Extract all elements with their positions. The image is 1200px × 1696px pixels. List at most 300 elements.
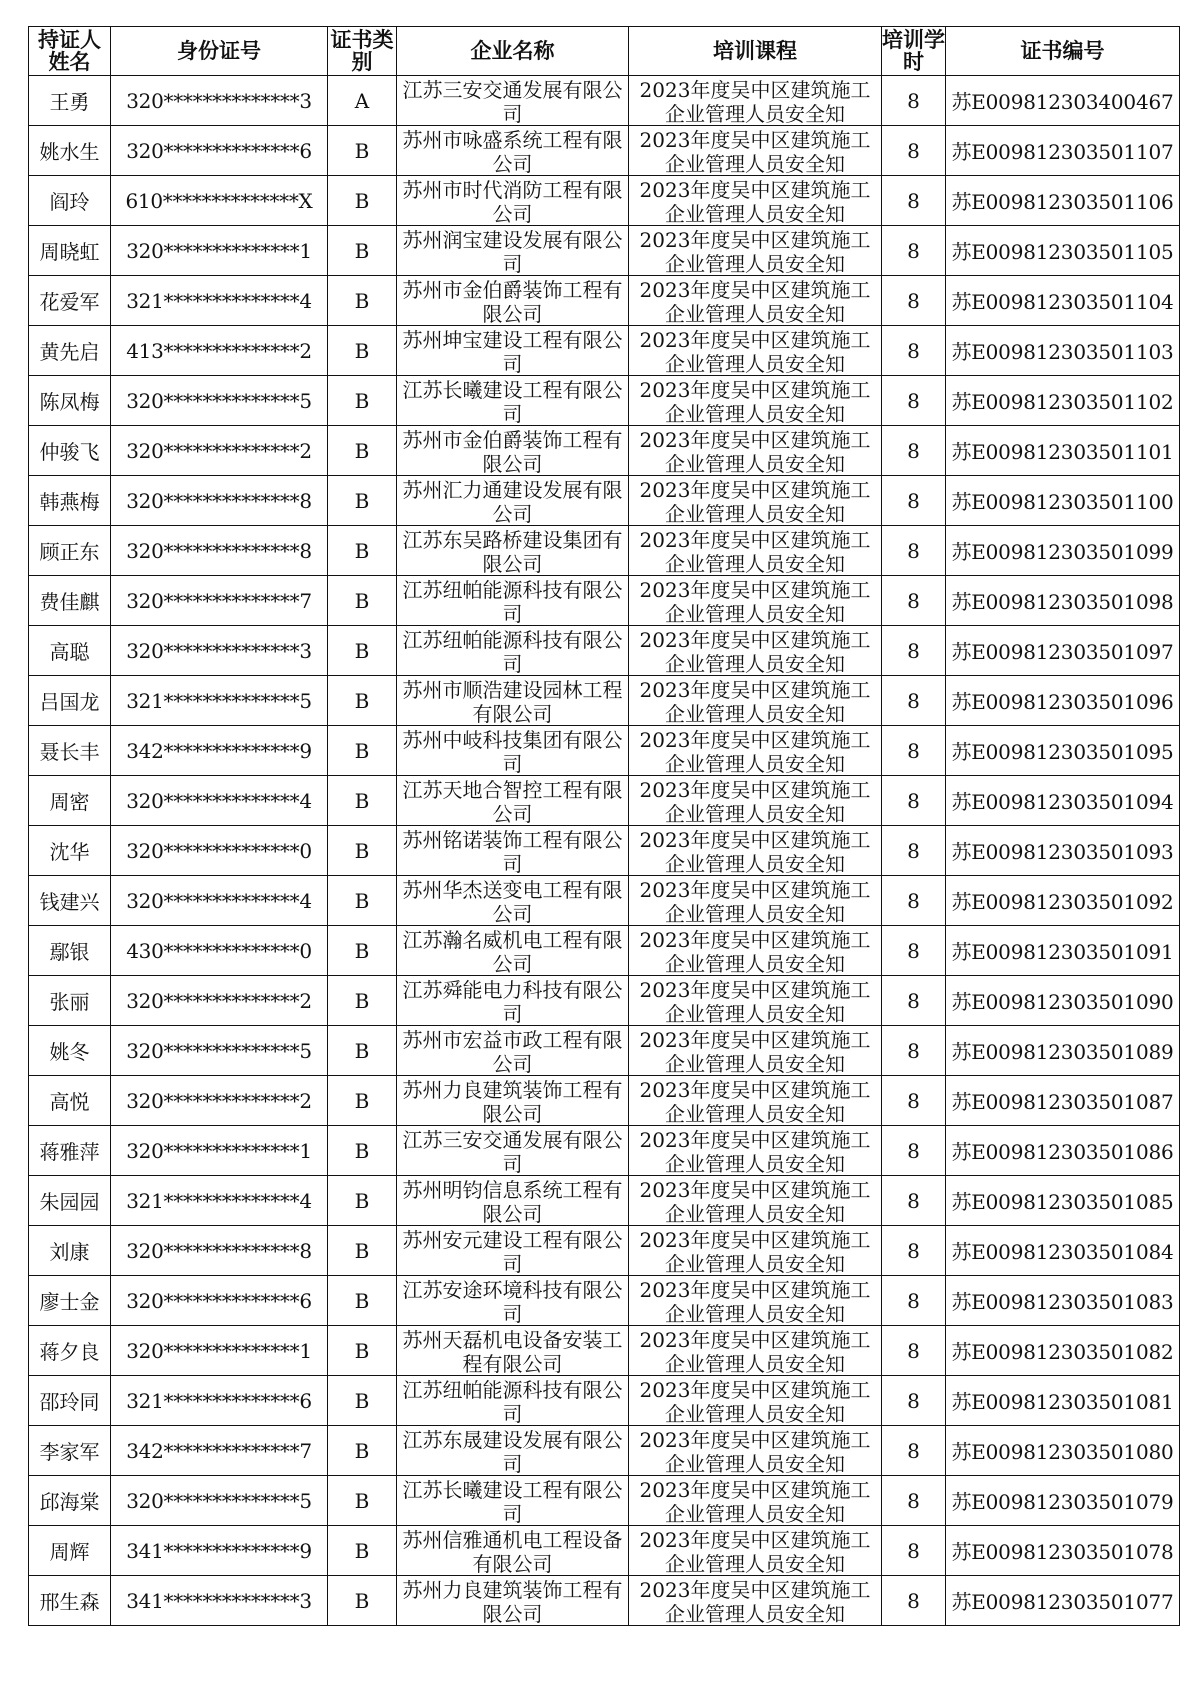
holder-name-cell: 鄢银 xyxy=(29,926,111,976)
id-number-cell: 320**************1 xyxy=(111,1126,328,1176)
table-row xyxy=(29,576,1180,626)
company-cell-text: 苏州力良建筑装饰工程有限公司 xyxy=(402,1577,623,1624)
company-cell xyxy=(397,526,629,576)
holder-name-cell: 周密 xyxy=(29,776,111,826)
company-cell xyxy=(397,1176,629,1226)
header-hours: 培训学时 xyxy=(882,28,945,74)
course-cell xyxy=(629,126,882,176)
course-cell xyxy=(629,76,882,126)
company-cell xyxy=(397,376,629,426)
course-cell xyxy=(629,676,882,726)
cert-category-cell: B xyxy=(328,276,397,326)
course-cell xyxy=(629,376,882,426)
id-number-cell: 341**************3 xyxy=(111,1576,328,1626)
cert-no-cell: 苏E009812303501105 xyxy=(946,226,1180,276)
cert-no-cell: 苏E009812303501094 xyxy=(946,776,1180,826)
hours-cell: 8 xyxy=(882,1576,946,1626)
hours-cell: 8 xyxy=(882,76,946,126)
id-number-cell: 610**************X xyxy=(111,176,328,226)
holder-name-cell: 聂长丰 xyxy=(29,726,111,776)
id-number-cell: 320**************4 xyxy=(111,876,328,926)
course-cell-text: 2023年度吴中区建筑施工企业管理人员安全知 xyxy=(639,927,871,974)
hours-cell: 8 xyxy=(882,476,946,526)
company-cell xyxy=(397,576,629,626)
cert-category-cell: B xyxy=(328,1376,397,1426)
hours-cell: 8 xyxy=(882,1376,946,1426)
cert-no-cell: 苏E009812303501084 xyxy=(946,1226,1180,1276)
id-number-cell: 320**************0 xyxy=(111,826,328,876)
company-cell-text: 苏州市金伯爵装饰工程有限公司 xyxy=(402,277,623,324)
cert-category-cell: B xyxy=(328,1576,397,1626)
table-row xyxy=(29,926,1180,976)
course-cell xyxy=(629,926,882,976)
course-cell-text: 2023年度吴中区建筑施工企业管理人员安全知 xyxy=(639,1027,871,1074)
table-row xyxy=(29,1026,1180,1076)
id-number-cell: 320**************4 xyxy=(111,776,328,826)
hours-cell: 8 xyxy=(882,1126,946,1176)
course-cell-text: 2023年度吴中区建筑施工企业管理人员安全知 xyxy=(639,227,871,274)
table-row xyxy=(29,326,1180,376)
cert-no-cell: 苏E009812303501091 xyxy=(946,926,1180,976)
cert-no-cell: 苏E009812303501101 xyxy=(946,426,1180,476)
hours-cell: 8 xyxy=(882,1026,946,1076)
cert-category-cell: B xyxy=(328,926,397,976)
hours-cell: 8 xyxy=(882,326,946,376)
cert-category-cell: B xyxy=(328,226,397,276)
course-cell xyxy=(629,1076,882,1126)
header-cert-category: 证书类别 xyxy=(328,27,397,76)
company-cell-text: 江苏天地合智控工程有限公司 xyxy=(402,777,623,824)
id-number-cell: 321**************4 xyxy=(111,1176,328,1226)
course-cell-text: 2023年度吴中区建筑施工企业管理人员安全知 xyxy=(639,627,871,674)
table-row xyxy=(29,776,1180,826)
company-cell xyxy=(397,1576,629,1626)
holder-name-cell: 朱园园 xyxy=(29,1176,111,1226)
company-cell-text: 江苏纽帕能源科技有限公司 xyxy=(402,1377,623,1424)
hours-cell: 8 xyxy=(882,1176,946,1226)
hours-cell: 8 xyxy=(882,126,946,176)
id-number-cell: 320**************1 xyxy=(111,1326,328,1376)
course-cell xyxy=(629,1026,882,1076)
holder-name-cell: 费佳麒 xyxy=(29,576,111,626)
id-number-cell: 413**************2 xyxy=(111,326,328,376)
course-cell-text: 2023年度吴中区建筑施工企业管理人员安全知 xyxy=(639,577,871,624)
company-cell-text: 江苏东晟建设发展有限公司 xyxy=(402,1427,623,1474)
course-cell-text: 2023年度吴中区建筑施工企业管理人员安全知 xyxy=(639,427,871,474)
cert-category-cell: B xyxy=(328,1476,397,1526)
holder-name-cell: 姚冬 xyxy=(29,1026,111,1076)
id-number-cell: 320**************8 xyxy=(111,476,328,526)
company-cell xyxy=(397,1426,629,1476)
table-row xyxy=(29,526,1180,576)
course-cell-text: 2023年度吴中区建筑施工企业管理人员安全知 xyxy=(639,1077,871,1124)
course-cell xyxy=(629,1126,882,1176)
company-cell xyxy=(397,876,629,926)
hours-cell: 8 xyxy=(882,276,946,326)
hours-cell: 8 xyxy=(882,426,946,476)
id-number-cell: 430**************0 xyxy=(111,926,328,976)
course-cell-text: 2023年度吴中区建筑施工企业管理人员安全知 xyxy=(639,677,871,724)
holder-name-cell: 吕国龙 xyxy=(29,676,111,726)
company-cell xyxy=(397,1126,629,1176)
course-cell xyxy=(629,1476,882,1526)
id-number-cell: 320**************5 xyxy=(111,376,328,426)
cert-category-cell: B xyxy=(328,1126,397,1176)
table-row xyxy=(29,1226,1180,1276)
hours-cell: 8 xyxy=(882,876,946,926)
course-cell-text: 2023年度吴中区建筑施工企业管理人员安全知 xyxy=(639,1377,871,1424)
company-cell-text: 江苏长曦建设工程有限公司 xyxy=(402,1477,623,1524)
holder-name-cell: 顾正东 xyxy=(29,526,111,576)
table-row xyxy=(29,476,1180,526)
id-number-cell: 320**************1 xyxy=(111,226,328,276)
course-cell xyxy=(629,1426,882,1476)
id-number-cell: 320**************2 xyxy=(111,426,328,476)
course-cell-text: 2023年度吴中区建筑施工企业管理人员安全知 xyxy=(639,1277,871,1324)
course-cell xyxy=(629,1526,882,1576)
company-cell-text: 苏州信雅通机电工程设备有限公司 xyxy=(402,1527,623,1574)
hours-cell: 8 xyxy=(882,376,946,426)
hours-cell: 8 xyxy=(882,1526,946,1576)
company-cell xyxy=(397,1526,629,1576)
course-cell-text: 2023年度吴中区建筑施工企业管理人员安全知 xyxy=(639,827,871,874)
company-cell xyxy=(397,176,629,226)
cert-category-cell: B xyxy=(328,576,397,626)
hours-cell: 8 xyxy=(882,776,946,826)
cert-no-cell: 苏E009812303501089 xyxy=(946,1026,1180,1076)
company-cell-text: 苏州市宏益市政工程有限公司 xyxy=(402,1027,623,1074)
header-course: 培训课程 xyxy=(629,27,882,76)
company-cell-text: 江苏三安交通发展有限公司 xyxy=(402,77,623,124)
holder-name-cell: 蒋夕良 xyxy=(29,1326,111,1376)
company-cell-text: 江苏安途环境科技有限公司 xyxy=(402,1277,623,1324)
company-cell xyxy=(397,476,629,526)
course-cell-text: 2023年度吴中区建筑施工企业管理人员安全知 xyxy=(639,977,871,1024)
company-cell xyxy=(397,676,629,726)
table-row xyxy=(29,826,1180,876)
header-company: 企业名称 xyxy=(397,27,629,76)
id-number-cell: 321**************6 xyxy=(111,1376,328,1426)
holder-name-cell: 蒋雅萍 xyxy=(29,1126,111,1176)
holder-name-cell: 花爱军 xyxy=(29,276,111,326)
company-cell xyxy=(397,1326,629,1376)
table-row xyxy=(29,176,1180,226)
course-cell-text: 2023年度吴中区建筑施工企业管理人员安全知 xyxy=(639,727,871,774)
id-number-cell: 320**************2 xyxy=(111,1076,328,1126)
table-row xyxy=(29,126,1180,176)
course-cell-text: 2023年度吴中区建筑施工企业管理人员安全知 xyxy=(639,177,871,224)
table-row xyxy=(29,1176,1180,1226)
holder-name-cell: 李家军 xyxy=(29,1426,111,1476)
id-number-cell: 342**************7 xyxy=(111,1426,328,1476)
course-cell-text: 2023年度吴中区建筑施工企业管理人员安全知 xyxy=(639,527,871,574)
course-cell xyxy=(629,326,882,376)
course-cell-text: 2023年度吴中区建筑施工企业管理人员安全知 xyxy=(639,477,871,524)
table-row xyxy=(29,376,1180,426)
cert-no-cell: 苏E009812303501090 xyxy=(946,976,1180,1026)
cert-no-cell: 苏E009812303501095 xyxy=(946,726,1180,776)
company-cell xyxy=(397,976,629,1026)
holder-name-cell: 刘康 xyxy=(29,1226,111,1276)
holder-name-cell: 高悦 xyxy=(29,1076,111,1126)
table-row xyxy=(29,76,1180,126)
course-cell xyxy=(629,1326,882,1376)
course-cell-text: 2023年度吴中区建筑施工企业管理人员安全知 xyxy=(639,1227,871,1274)
hours-cell: 8 xyxy=(882,176,946,226)
course-cell-text: 2023年度吴中区建筑施工企业管理人员安全知 xyxy=(639,1127,871,1174)
company-cell-text: 苏州市时代消防工程有限公司 xyxy=(402,177,623,224)
cert-category-cell: B xyxy=(328,526,397,576)
hours-cell: 8 xyxy=(882,726,946,776)
company-cell-text: 江苏长曦建设工程有限公司 xyxy=(402,377,623,424)
course-cell xyxy=(629,876,882,926)
company-cell-text: 苏州中岐科技集团有限公司 xyxy=(402,727,623,774)
table-row xyxy=(29,276,1180,326)
hours-cell: 8 xyxy=(882,1426,946,1476)
hours-cell: 8 xyxy=(882,1476,946,1526)
hours-cell: 8 xyxy=(882,926,946,976)
table-row xyxy=(29,1426,1180,1476)
company-cell xyxy=(397,126,629,176)
holder-name-cell: 周辉 xyxy=(29,1526,111,1576)
cert-category-cell: B xyxy=(328,876,397,926)
holder-name-cell: 姚水生 xyxy=(29,126,111,176)
course-cell-text: 2023年度吴中区建筑施工企业管理人员安全知 xyxy=(639,377,871,424)
company-cell-text: 江苏纽帕能源科技有限公司 xyxy=(402,627,623,674)
cert-category-cell: B xyxy=(328,1426,397,1476)
holder-name-cell: 韩燕梅 xyxy=(29,476,111,526)
holder-name-cell: 邢生森 xyxy=(29,1576,111,1626)
hours-cell: 8 xyxy=(882,626,946,676)
cert-no-cell: 苏E009812303400467 xyxy=(946,76,1180,126)
company-cell-text: 江苏三安交通发展有限公司 xyxy=(402,1127,623,1174)
company-cell xyxy=(397,76,629,126)
id-number-cell: 341**************9 xyxy=(111,1526,328,1576)
hours-cell: 8 xyxy=(882,826,946,876)
cert-category-cell: B xyxy=(328,776,397,826)
table-row xyxy=(29,626,1180,676)
certificate-table xyxy=(28,26,1180,1626)
cert-category-cell: B xyxy=(328,376,397,426)
cert-category-cell: B xyxy=(328,426,397,476)
id-number-cell: 321**************4 xyxy=(111,276,328,326)
id-number-cell: 320**************2 xyxy=(111,976,328,1026)
id-number-cell: 320**************8 xyxy=(111,1226,328,1276)
course-cell xyxy=(629,1226,882,1276)
cert-category-cell: B xyxy=(328,1526,397,1576)
company-cell-text: 江苏纽帕能源科技有限公司 xyxy=(402,577,623,624)
holder-name-cell: 黄先启 xyxy=(29,326,111,376)
cert-no-cell: 苏E009812303501106 xyxy=(946,176,1180,226)
cert-category-cell: B xyxy=(328,726,397,776)
table-row xyxy=(29,1276,1180,1326)
hours-cell: 8 xyxy=(882,226,946,276)
cert-no-cell: 苏E009812303501080 xyxy=(946,1426,1180,1476)
company-cell-text: 苏州市金伯爵装饰工程有限公司 xyxy=(402,427,623,474)
company-cell xyxy=(397,226,629,276)
company-cell-text: 江苏瀚名威机电工程有限公司 xyxy=(402,927,623,974)
holder-name-cell: 邱海棠 xyxy=(29,1476,111,1526)
cert-no-cell: 苏E009812303501098 xyxy=(946,576,1180,626)
course-cell xyxy=(629,776,882,826)
cert-category-cell: B xyxy=(328,1326,397,1376)
cert-no-cell: 苏E009812303501082 xyxy=(946,1326,1180,1376)
cert-no-cell: 苏E009812303501102 xyxy=(946,376,1180,426)
course-cell-text: 2023年度吴中区建筑施工企业管理人员安全知 xyxy=(639,1577,871,1624)
cert-category-cell: B xyxy=(328,626,397,676)
holder-name-cell: 张丽 xyxy=(29,976,111,1026)
hours-cell: 8 xyxy=(882,526,946,576)
cert-no-cell: 苏E009812303501093 xyxy=(946,826,1180,876)
course-cell-text: 2023年度吴中区建筑施工企业管理人员安全知 xyxy=(639,77,871,124)
header-row xyxy=(29,27,1180,76)
cert-category-cell: B xyxy=(328,1076,397,1126)
company-cell-text: 苏州汇力通建设发展有限公司 xyxy=(402,477,623,524)
company-cell xyxy=(397,1476,629,1526)
company-cell-text: 苏州润宝建设发展有限公司 xyxy=(402,227,623,274)
course-cell xyxy=(629,1176,882,1226)
cert-no-cell: 苏E009812303501099 xyxy=(946,526,1180,576)
course-cell-text: 2023年度吴中区建筑施工企业管理人员安全知 xyxy=(639,127,871,174)
course-cell-text: 2023年度吴中区建筑施工企业管理人员安全知 xyxy=(639,1477,871,1524)
id-number-cell: 320**************7 xyxy=(111,576,328,626)
company-cell xyxy=(397,1226,629,1276)
hours-cell: 8 xyxy=(882,1276,946,1326)
holder-name-cell: 周晓虹 xyxy=(29,226,111,276)
cert-no-cell: 苏E009812303501078 xyxy=(946,1526,1180,1576)
id-number-cell: 320**************5 xyxy=(111,1026,328,1076)
company-cell xyxy=(397,726,629,776)
table-row xyxy=(29,426,1180,476)
id-number-cell: 320**************6 xyxy=(111,1276,328,1326)
company-cell-text: 苏州市咏盛系统工程有限公司 xyxy=(402,127,623,174)
id-number-cell: 320**************8 xyxy=(111,526,328,576)
course-cell xyxy=(629,526,882,576)
id-number-cell: 320**************6 xyxy=(111,126,328,176)
cert-no-cell: 苏E009812303501087 xyxy=(946,1076,1180,1126)
table-row xyxy=(29,1076,1180,1126)
cert-category-cell: B xyxy=(328,976,397,1026)
course-cell xyxy=(629,276,882,326)
table-row xyxy=(29,1126,1180,1176)
company-cell xyxy=(397,326,629,376)
course-cell xyxy=(629,626,882,676)
id-number-cell: 320**************3 xyxy=(111,626,328,676)
table-row xyxy=(29,1326,1180,1376)
course-cell-text: 2023年度吴中区建筑施工企业管理人员安全知 xyxy=(639,777,871,824)
company-cell-text: 苏州坤宝建设工程有限公司 xyxy=(402,327,623,374)
company-cell-text: 苏州市顺浩建设园林工程有限公司 xyxy=(402,677,623,724)
company-cell-text: 苏州天磊机电设备安装工程有限公司 xyxy=(402,1327,623,1374)
table-row xyxy=(29,226,1180,276)
cert-category-cell: B xyxy=(328,476,397,526)
cert-no-cell: 苏E009812303501092 xyxy=(946,876,1180,926)
course-cell-text: 2023年度吴中区建筑施工企业管理人员安全知 xyxy=(639,1427,871,1474)
company-cell xyxy=(397,1276,629,1326)
holder-name-cell: 阎玲 xyxy=(29,176,111,226)
table-row xyxy=(29,1526,1180,1576)
cert-category-cell: B xyxy=(328,676,397,726)
course-cell xyxy=(629,976,882,1026)
company-cell-text: 江苏舜能电力科技有限公司 xyxy=(402,977,623,1024)
hours-cell: 8 xyxy=(882,1226,946,1276)
course-cell-text: 2023年度吴中区建筑施工企业管理人员安全知 xyxy=(639,277,871,324)
table-row xyxy=(29,1376,1180,1426)
holder-name-cell: 廖士金 xyxy=(29,1276,111,1326)
table-row xyxy=(29,726,1180,776)
holder-name-cell: 仲骏飞 xyxy=(29,426,111,476)
cert-category-cell: A xyxy=(328,76,397,126)
cert-no-cell: 苏E009812303501086 xyxy=(946,1126,1180,1176)
company-cell xyxy=(397,626,629,676)
cert-category-cell: B xyxy=(328,1276,397,1326)
table-row xyxy=(29,1476,1180,1526)
cert-no-cell: 苏E009812303501103 xyxy=(946,326,1180,376)
company-cell xyxy=(397,1376,629,1426)
course-cell xyxy=(629,426,882,476)
company-cell xyxy=(397,426,629,476)
course-cell xyxy=(629,1276,882,1326)
company-cell-text: 苏州安元建设工程有限公司 xyxy=(402,1227,623,1274)
id-number-cell: 342**************9 xyxy=(111,726,328,776)
cert-category-cell: B xyxy=(328,1176,397,1226)
hours-cell: 8 xyxy=(882,1326,946,1376)
company-cell-text: 苏州明钧信息系统工程有限公司 xyxy=(402,1177,623,1224)
course-cell xyxy=(629,1376,882,1426)
cert-no-cell: 苏E009812303501077 xyxy=(946,1576,1180,1626)
course-cell xyxy=(629,576,882,626)
hours-cell: 8 xyxy=(882,676,946,726)
course-cell xyxy=(629,1576,882,1626)
table-row xyxy=(29,1576,1180,1626)
course-cell xyxy=(629,176,882,226)
cert-no-cell: 苏E009812303501083 xyxy=(946,1276,1180,1326)
id-number-cell: 321**************5 xyxy=(111,676,328,726)
holder-name-cell: 高聪 xyxy=(29,626,111,676)
cert-category-cell: B xyxy=(328,126,397,176)
course-cell xyxy=(629,826,882,876)
cert-no-cell: 苏E009812303501100 xyxy=(946,476,1180,526)
course-cell xyxy=(629,476,882,526)
cert-no-cell: 苏E009812303501104 xyxy=(946,276,1180,326)
company-cell-text: 苏州铭诺装饰工程有限公司 xyxy=(402,827,623,874)
header-holder-name: 持证人姓名 xyxy=(29,27,111,76)
company-cell-text: 苏州华杰送变电工程有限公司 xyxy=(402,877,623,924)
company-cell xyxy=(397,826,629,876)
cert-no-cell: 苏E009812303501096 xyxy=(946,676,1180,726)
company-cell xyxy=(397,276,629,326)
course-cell-text: 2023年度吴中区建筑施工企业管理人员安全知 xyxy=(639,327,871,374)
course-cell xyxy=(629,226,882,276)
id-number-cell: 320**************3 xyxy=(111,76,328,126)
course-cell-text: 2023年度吴中区建筑施工企业管理人员安全知 xyxy=(639,877,871,924)
cert-no-cell: 苏E009812303501079 xyxy=(946,1476,1180,1526)
company-cell-text: 苏州力良建筑装饰工程有限公司 xyxy=(402,1077,623,1124)
course-cell-text: 2023年度吴中区建筑施工企业管理人员安全知 xyxy=(639,1327,871,1374)
company-cell-text: 江苏东吴路桥建设集团有限公司 xyxy=(402,527,623,574)
header-cert-no: 证书编号 xyxy=(946,27,1180,76)
cert-category-cell: B xyxy=(328,326,397,376)
table-row xyxy=(29,976,1180,1026)
table-row xyxy=(29,876,1180,926)
company-cell xyxy=(397,1026,629,1076)
id-number-cell: 320**************5 xyxy=(111,1476,328,1526)
cert-no-cell: 苏E009812303501085 xyxy=(946,1176,1180,1226)
company-cell xyxy=(397,776,629,826)
course-cell xyxy=(629,726,882,776)
cert-no-cell: 苏E009812303501107 xyxy=(946,126,1180,176)
holder-name-cell: 邵玲同 xyxy=(29,1376,111,1426)
